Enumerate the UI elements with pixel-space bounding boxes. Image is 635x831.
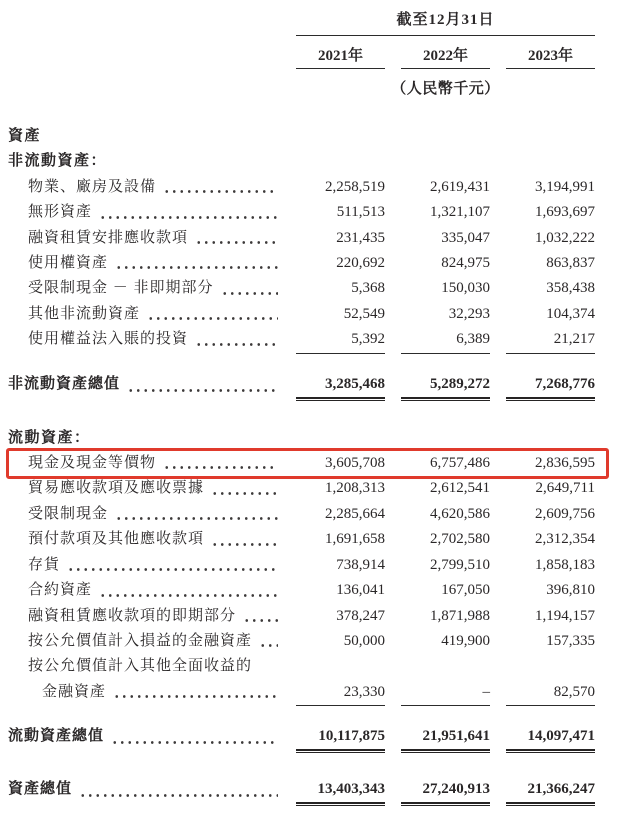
value-2022: – (401, 680, 490, 706)
row-other-noncurrent-assets (8, 302, 595, 327)
dot-leader (211, 476, 278, 501)
dot-leader (195, 327, 278, 352)
value-2021: 5,368 (351, 280, 385, 297)
row-label: 貿易應收款項及應收票據 (28, 480, 205, 497)
row-property-plant-equipment (8, 175, 595, 200)
value-2023: 1,194,157 (535, 607, 595, 624)
value-2021: 231,435 (336, 229, 385, 246)
row-restricted-cash-noncurrent (8, 276, 595, 301)
row-label: 現金及現金等價物 (28, 455, 157, 472)
row-cash-and-equivalents (8, 451, 595, 476)
value-2022: 27,240,913 (401, 775, 490, 804)
value-2021: 23,330 (296, 680, 385, 706)
row-prepayments-other-receivables (8, 527, 595, 552)
row-right-of-use-assets (8, 251, 595, 276)
value-2021: 13,403,343 (296, 775, 385, 804)
value-2022: 824,975 (441, 255, 490, 272)
value-2021: 136,041 (336, 582, 385, 599)
row-financial-assets-fvoci-line1 (8, 654, 595, 679)
value-2023: 3,194,991 (535, 178, 595, 195)
value-2023: 1,032,222 (535, 229, 595, 246)
row-label: 非流動資產： (8, 153, 108, 170)
row-label: 受限制現金 (28, 505, 109, 522)
value-2023: 21,217 (506, 327, 595, 353)
value-2022: 2,619,431 (430, 178, 490, 195)
dot-leader (259, 629, 278, 654)
value-2021: 1,208,313 (325, 480, 385, 497)
dot-leader (115, 502, 278, 527)
value-2021: 52,549 (343, 305, 385, 322)
row-label: 資產總值 (8, 781, 73, 798)
value-2022: 2,702,580 (430, 531, 490, 548)
dot-leader (67, 553, 278, 578)
row-label: 受限制現金 － 非即期部分 (28, 280, 214, 297)
value-2023: 2,312,354 (535, 531, 595, 548)
value-2023: 2,609,756 (535, 505, 595, 522)
dot-leader (147, 302, 278, 327)
dot-leader (163, 451, 278, 476)
row-contract-assets (8, 578, 595, 603)
value-2021: 2,258,519 (325, 178, 385, 195)
value-2023: 396,810 (546, 582, 595, 599)
value-2021: 3,605,708 (325, 455, 385, 472)
value-2023: 14,097,471 (506, 722, 595, 751)
dot-leader (195, 226, 278, 251)
value-2023: 2,649,711 (535, 480, 595, 497)
row-noncurrent-assets-header (8, 149, 595, 174)
dot-leader (99, 578, 278, 603)
value-2021: 50,000 (343, 632, 385, 649)
year-header-row (8, 36, 595, 69)
value-2021: 511,513 (336, 204, 385, 221)
value-2021: 3,285,468 (296, 370, 385, 399)
column-header-2022: 2022年 (401, 36, 490, 69)
row-label: 金融資產 (42, 683, 107, 700)
row-label: 物業、廠房及設備 (28, 178, 157, 195)
value-2022: 4,620,586 (430, 505, 490, 522)
value-2022: 5,289,272 (401, 370, 490, 399)
value-2021: 378,247 (336, 607, 385, 624)
dot-leader (115, 251, 278, 276)
value-2023: 1,858,183 (535, 556, 595, 573)
value-2023: 157,335 (546, 632, 595, 649)
row-label: 非流動資產總值 (8, 375, 121, 392)
value-2023: 358,438 (546, 280, 595, 297)
row-finance-lease-receivables (8, 226, 595, 251)
value-2022: 2,799,510 (430, 556, 490, 573)
value-2023: 82,570 (506, 680, 595, 706)
value-2021: 1,691,658 (325, 531, 385, 548)
value-2022: 150,030 (441, 280, 490, 297)
dot-leader (111, 722, 278, 751)
row-label: 融資租賃安排應收款項 (28, 229, 189, 246)
value-2023: 21,366,247 (506, 775, 595, 804)
row-trade-receivables (8, 476, 595, 501)
value-2023: 1,693,697 (535, 204, 595, 221)
row-total-noncurrent-assets (8, 370, 595, 399)
row-label: 使用權益法入賬的投資 (28, 331, 189, 348)
row-label: 預付款項及其他應收款項 (28, 531, 205, 548)
row-label: 流動資產總值 (8, 728, 105, 745)
value-2023: 104,374 (546, 305, 595, 322)
dot-leader (127, 370, 278, 399)
row-label: 融資租賃應收款項的即期部分 (28, 607, 237, 624)
value-2021: 738,914 (336, 556, 385, 573)
row-label: 按公允價值計入其他全面收益的 (28, 658, 253, 675)
dot-leader (113, 680, 278, 705)
value-2022: 21,951,641 (401, 722, 490, 751)
value-2022: 32,293 (448, 305, 490, 322)
period-header: 截至12月31日 (296, 8, 595, 36)
value-2021: 5,392 (296, 327, 385, 353)
row-label: 按公允價值計入損益的金融資產 (28, 632, 253, 649)
row-financial-assets-fvtpl (8, 629, 595, 654)
column-header-2023: 2023年 (506, 36, 595, 69)
value-2022: 2,612,541 (430, 480, 490, 497)
currency-unit-note: （人民幣千元） (391, 81, 500, 97)
dot-leader (163, 175, 278, 200)
row-label: 使用權資產 (28, 255, 109, 272)
value-2021: 10,117,875 (296, 722, 385, 751)
value-2023: 2,836,595 (535, 455, 595, 472)
value-2021: 220,692 (336, 255, 385, 272)
row-current-assets-header (8, 426, 595, 451)
value-2021: 2,285,664 (325, 505, 385, 522)
value-2022: 1,871,988 (430, 607, 490, 624)
row-assets-header (8, 124, 595, 149)
value-2022: 1,321,107 (430, 204, 490, 221)
row-intangible-assets (8, 200, 595, 225)
value-2022: 6,757,486 (430, 455, 490, 472)
dot-leader (243, 604, 278, 629)
row-equity-method-investments (8, 327, 595, 353)
row-financial-assets-fvoci-line2 (8, 680, 595, 706)
value-2022: 167,050 (441, 582, 490, 599)
row-finance-lease-receivables-current (8, 604, 595, 629)
row-total-assets (8, 775, 595, 804)
dot-leader (211, 527, 278, 552)
value-2023: 7,268,776 (506, 370, 595, 399)
row-label: 其他非流動資產 (28, 305, 141, 322)
row-label: 無形資產 (28, 204, 93, 221)
row-label: 合約資產 (28, 582, 93, 599)
row-label: 資產 (8, 128, 42, 144)
dot-leader (79, 775, 278, 804)
column-header-2021: 2021年 (296, 36, 385, 69)
dot-leader (221, 276, 278, 301)
value-2023: 863,837 (546, 255, 595, 272)
value-2022: 335,047 (441, 229, 490, 246)
row-label: 存貨 (28, 556, 61, 573)
row-label: 流動資產： (8, 429, 91, 446)
row-restricted-cash (8, 502, 595, 527)
row-total-current-assets (8, 722, 595, 751)
dot-leader (99, 200, 278, 225)
value-2022: 6,389 (401, 327, 490, 353)
value-2022: 419,900 (441, 632, 490, 649)
row-inventories (8, 553, 595, 578)
